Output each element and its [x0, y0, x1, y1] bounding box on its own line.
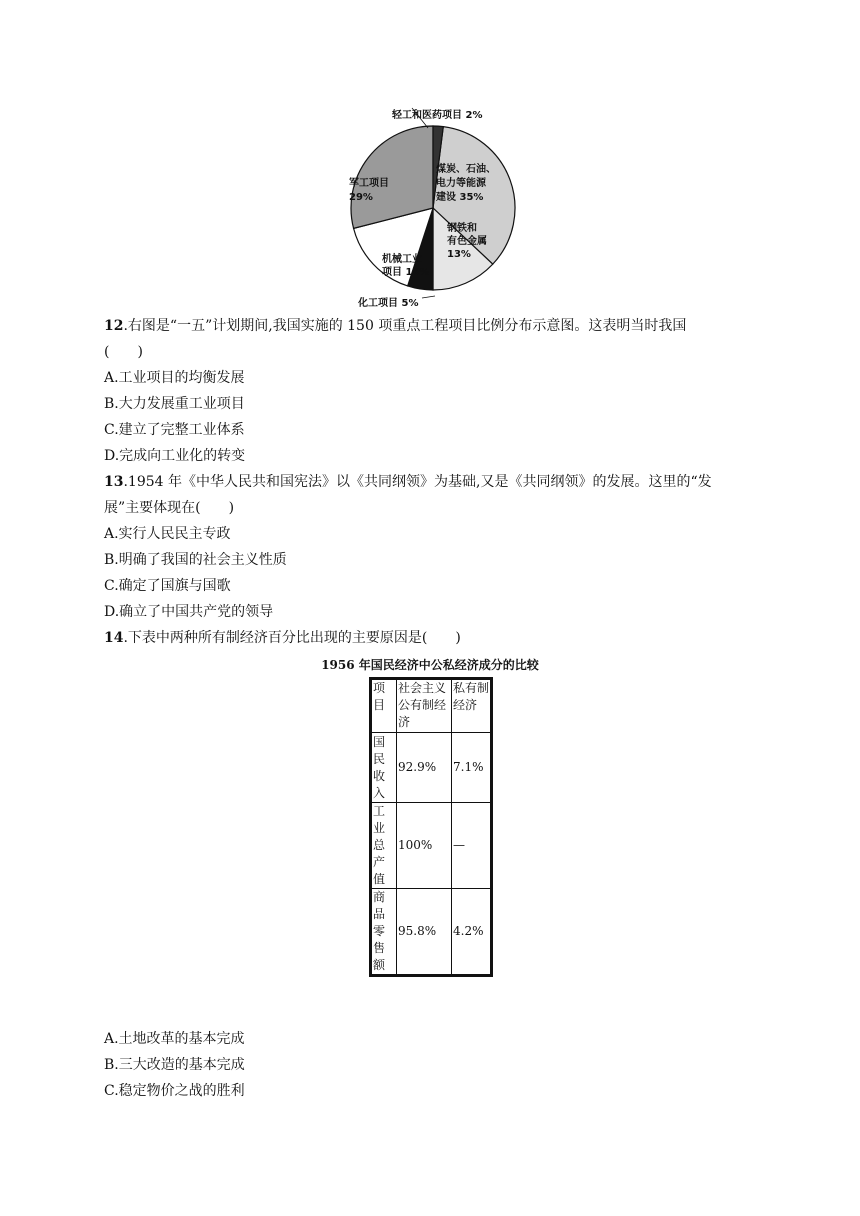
- q12-stem-text: .右图是“一五”计划期间,我国实施的 150 项重点工程项目比例分布示意图。这表明当时我国: [123, 318, 687, 334]
- q14-number: 14: [104, 630, 124, 646]
- q14-option-b: B.三大改造的基本完成: [104, 1057, 245, 1073]
- table-cell-private: 4.2%: [452, 889, 492, 976]
- table-cell-public: 95.8%: [397, 889, 452, 976]
- q13-option-d: D.确立了中国共产党的领导: [104, 604, 274, 620]
- table-cell-private: —: [452, 803, 492, 889]
- q13-option-a: A.实行人民民主专政: [104, 526, 231, 542]
- table-header-row: [371, 679, 492, 733]
- q12-option-d: D.完成向工业化的转变: [104, 448, 246, 464]
- q13-option-b: B.明确了我国的社会主义性质: [104, 552, 287, 568]
- table-cell-item: 商品零售额: [371, 889, 397, 976]
- q14-option-a: A.土地改革的基本完成: [104, 1031, 245, 1047]
- table-row: [371, 889, 492, 976]
- q13-stem: [104, 472, 712, 492]
- table-cell-item: 国民收入: [371, 733, 397, 803]
- table-row: [371, 803, 492, 889]
- q12-stem: [104, 316, 686, 336]
- pie-slice-label: 钢铁和有色金属 13%: [447, 223, 487, 260]
- q14-stem-text: .下表中两种所有制经济百分比出现的主要原因是( ): [123, 630, 461, 646]
- table-cell-private: 7.1%: [452, 733, 492, 803]
- pie-leader-line: [422, 296, 435, 298]
- pie-chart: [340, 100, 530, 310]
- table-cell-item: 工业总产值: [371, 803, 397, 889]
- table-header-private: 私有制经济: [452, 679, 492, 733]
- table-header-public: 社会主义公有制经济: [397, 679, 452, 733]
- q13-stem-line2: 展”主要体现在( ): [104, 500, 235, 516]
- table-cell-public: 92.9%: [397, 733, 452, 803]
- table-header-item: 项目: [371, 679, 397, 733]
- q13-option-c: C.确定了国旗与国歌: [104, 578, 231, 594]
- table-row: [371, 733, 492, 803]
- pie-slice-label: 煤炭、石油、电力等能源建设 35%: [436, 164, 496, 203]
- q13-stem-text: .1954 年《中华人民共和国宪法》以《共同纲领》为基础,又是《共同纲领》的发展。这里的“发: [123, 474, 712, 490]
- pie-slice-label: 轻工和医药项目 2%: [392, 110, 483, 121]
- pie-chart-svg: [340, 100, 530, 310]
- q14-table: [369, 677, 493, 977]
- q12-number: 12: [104, 318, 124, 334]
- q12-paren: ( ): [104, 344, 143, 360]
- pie-slice-label: 化工项目 5%: [358, 298, 419, 309]
- pie-slice-label: 军工项目 29%: [349, 178, 389, 203]
- q14-option-c: C.稳定物价之战的胜利: [104, 1083, 245, 1099]
- q14-table-title: 1956 年国民经济中公私经济成分的比较: [321, 658, 539, 672]
- pie-slice-label: 机械工业项目 16%: [382, 254, 430, 278]
- q14-stem: [104, 628, 461, 648]
- q12-option-a: A.工业项目的均衡发展: [104, 370, 245, 386]
- q13-number: 13: [104, 474, 124, 490]
- q12-option-c: C.建立了完整工业体系: [104, 422, 245, 438]
- q12-option-b: B.大力发展重工业项目: [104, 396, 245, 412]
- table-cell-public: 100%: [397, 803, 452, 889]
